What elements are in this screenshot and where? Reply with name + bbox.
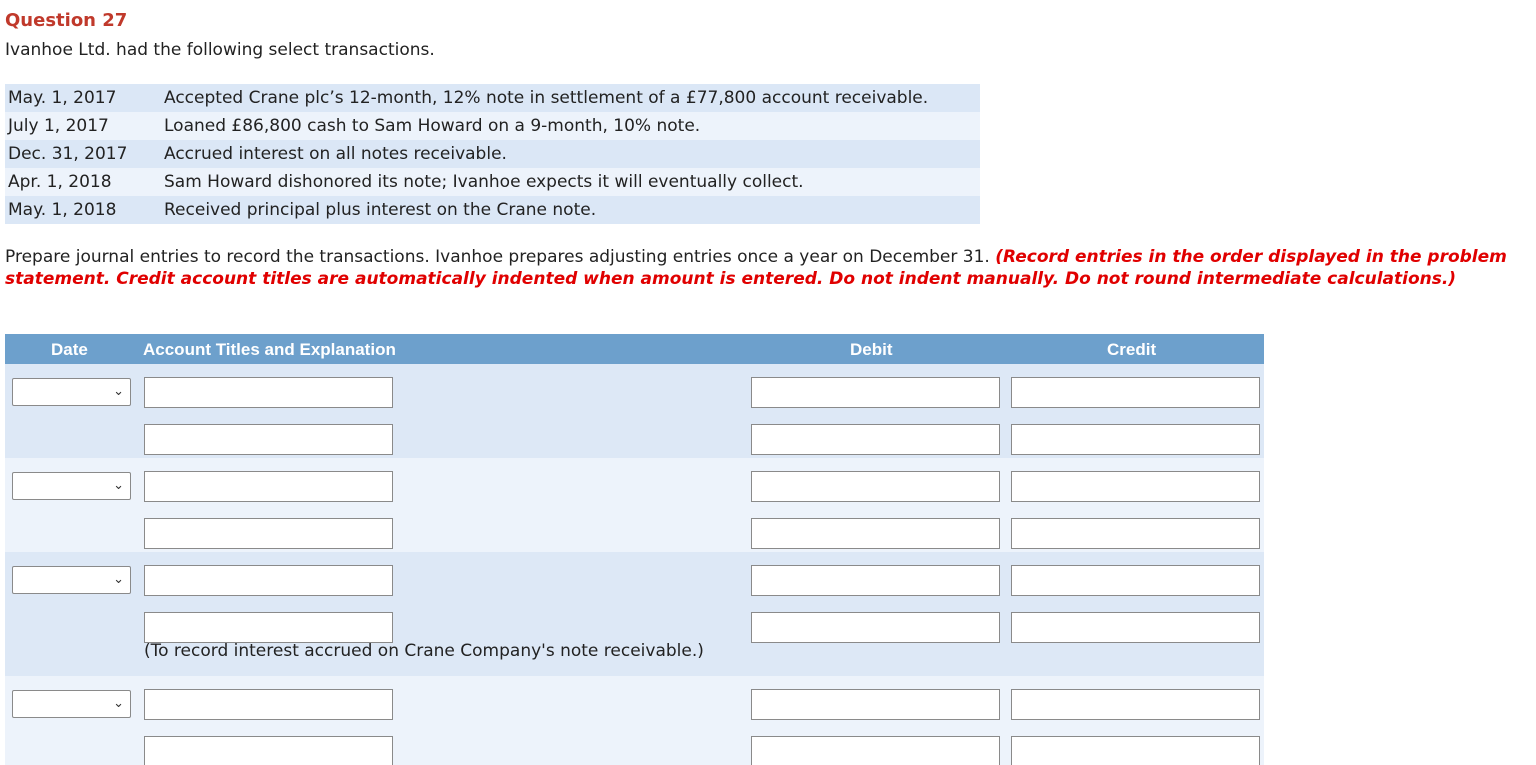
credit-input[interactable] [1011,736,1260,765]
header-account: Account Titles and Explanation [143,340,396,359]
credit-input[interactable] [1011,689,1260,720]
transaction-date: May. 1, 2017 [5,84,161,112]
chevron-down-icon: ⌄ [113,696,124,711]
account-title-input[interactable] [144,424,393,455]
credit-input[interactable] [1011,424,1260,455]
journal-entry-table [5,334,1264,765]
debit-input[interactable] [751,377,1000,408]
transaction-row [5,168,980,196]
credit-input[interactable] [1011,612,1260,643]
journal-entry-3 [5,552,1264,676]
credit-input[interactable] [1011,518,1260,549]
entry-explanation: (To record interest accrued on Crane Company's note receivable.) [144,641,704,661]
account-title-input[interactable] [144,471,393,502]
date-select[interactable] [12,690,131,718]
date-select[interactable] [12,566,131,594]
transaction-date: Apr. 1, 2018 [5,168,161,196]
journal-entry-1 [5,364,1264,458]
transactions-table [5,84,980,224]
chevron-down-icon: ⌄ [113,572,124,587]
date-select[interactable] [12,472,131,500]
journal-entry-2 [5,458,1264,552]
header-date: Date [51,340,88,359]
credit-input[interactable] [1011,471,1260,502]
journal-entry-4 [5,676,1264,765]
journal-header [5,334,1264,364]
debit-input[interactable] [751,612,1000,643]
transaction-row [5,84,980,112]
credit-input[interactable] [1011,565,1260,596]
debit-input[interactable] [751,565,1000,596]
debit-input[interactable] [751,471,1000,502]
transaction-row [5,112,980,140]
account-title-input[interactable] [144,518,393,549]
transaction-text: Accrued interest on all notes receivable. [161,140,980,168]
date-select[interactable] [12,378,131,406]
transaction-date: May. 1, 2018 [5,196,161,224]
account-title-input[interactable] [144,565,393,596]
header-credit: Credit [1107,340,1157,359]
chevron-down-icon: ⌄ [113,478,124,493]
transaction-text: Loaned £86,800 cash to Sam Howard on a 9-month, 10% note. [161,112,980,140]
account-title-input[interactable] [144,612,393,643]
header-debit: Debit [850,340,893,359]
debit-input[interactable] [751,689,1000,720]
debit-input[interactable] [751,518,1000,549]
debit-input[interactable] [751,736,1000,765]
question-title: Question 27 [5,10,128,31]
question-intro: Ivanhoe Ltd. had the following select transactions. [5,40,435,60]
transaction-row [5,140,980,168]
transaction-date: Dec. 31, 2017 [5,140,161,168]
account-title-input[interactable] [144,736,393,765]
transaction-row [5,196,980,224]
credit-input[interactable] [1011,377,1260,408]
chevron-down-icon: ⌄ [113,384,124,399]
account-title-input[interactable] [144,377,393,408]
account-title-input[interactable] [144,689,393,720]
instructions [5,246,1530,290]
transaction-text: Accepted Crane plc’s 12-month, 12% note in settlement of a £77,800 account receivable. [161,84,980,112]
transaction-date: July 1, 2017 [5,112,161,140]
transaction-text: Received principal plus interest on the Crane note. [161,196,980,224]
transaction-text: Sam Howard dishonored its note; Ivanhoe expects it will eventually collect. [161,168,980,196]
debit-input[interactable] [751,424,1000,455]
instructions-emphasis: (Record entries in the order displayed in the problem statement. Credit account titles are automatically indented when amount is entered. Do not indent manually. Do not round intermediate calculations.) [5,247,1507,289]
instructions-text: Prepare journal entries to record the transactions. Ivanhoe prepares adjusting entries once a year on December 31. [5,247,990,267]
